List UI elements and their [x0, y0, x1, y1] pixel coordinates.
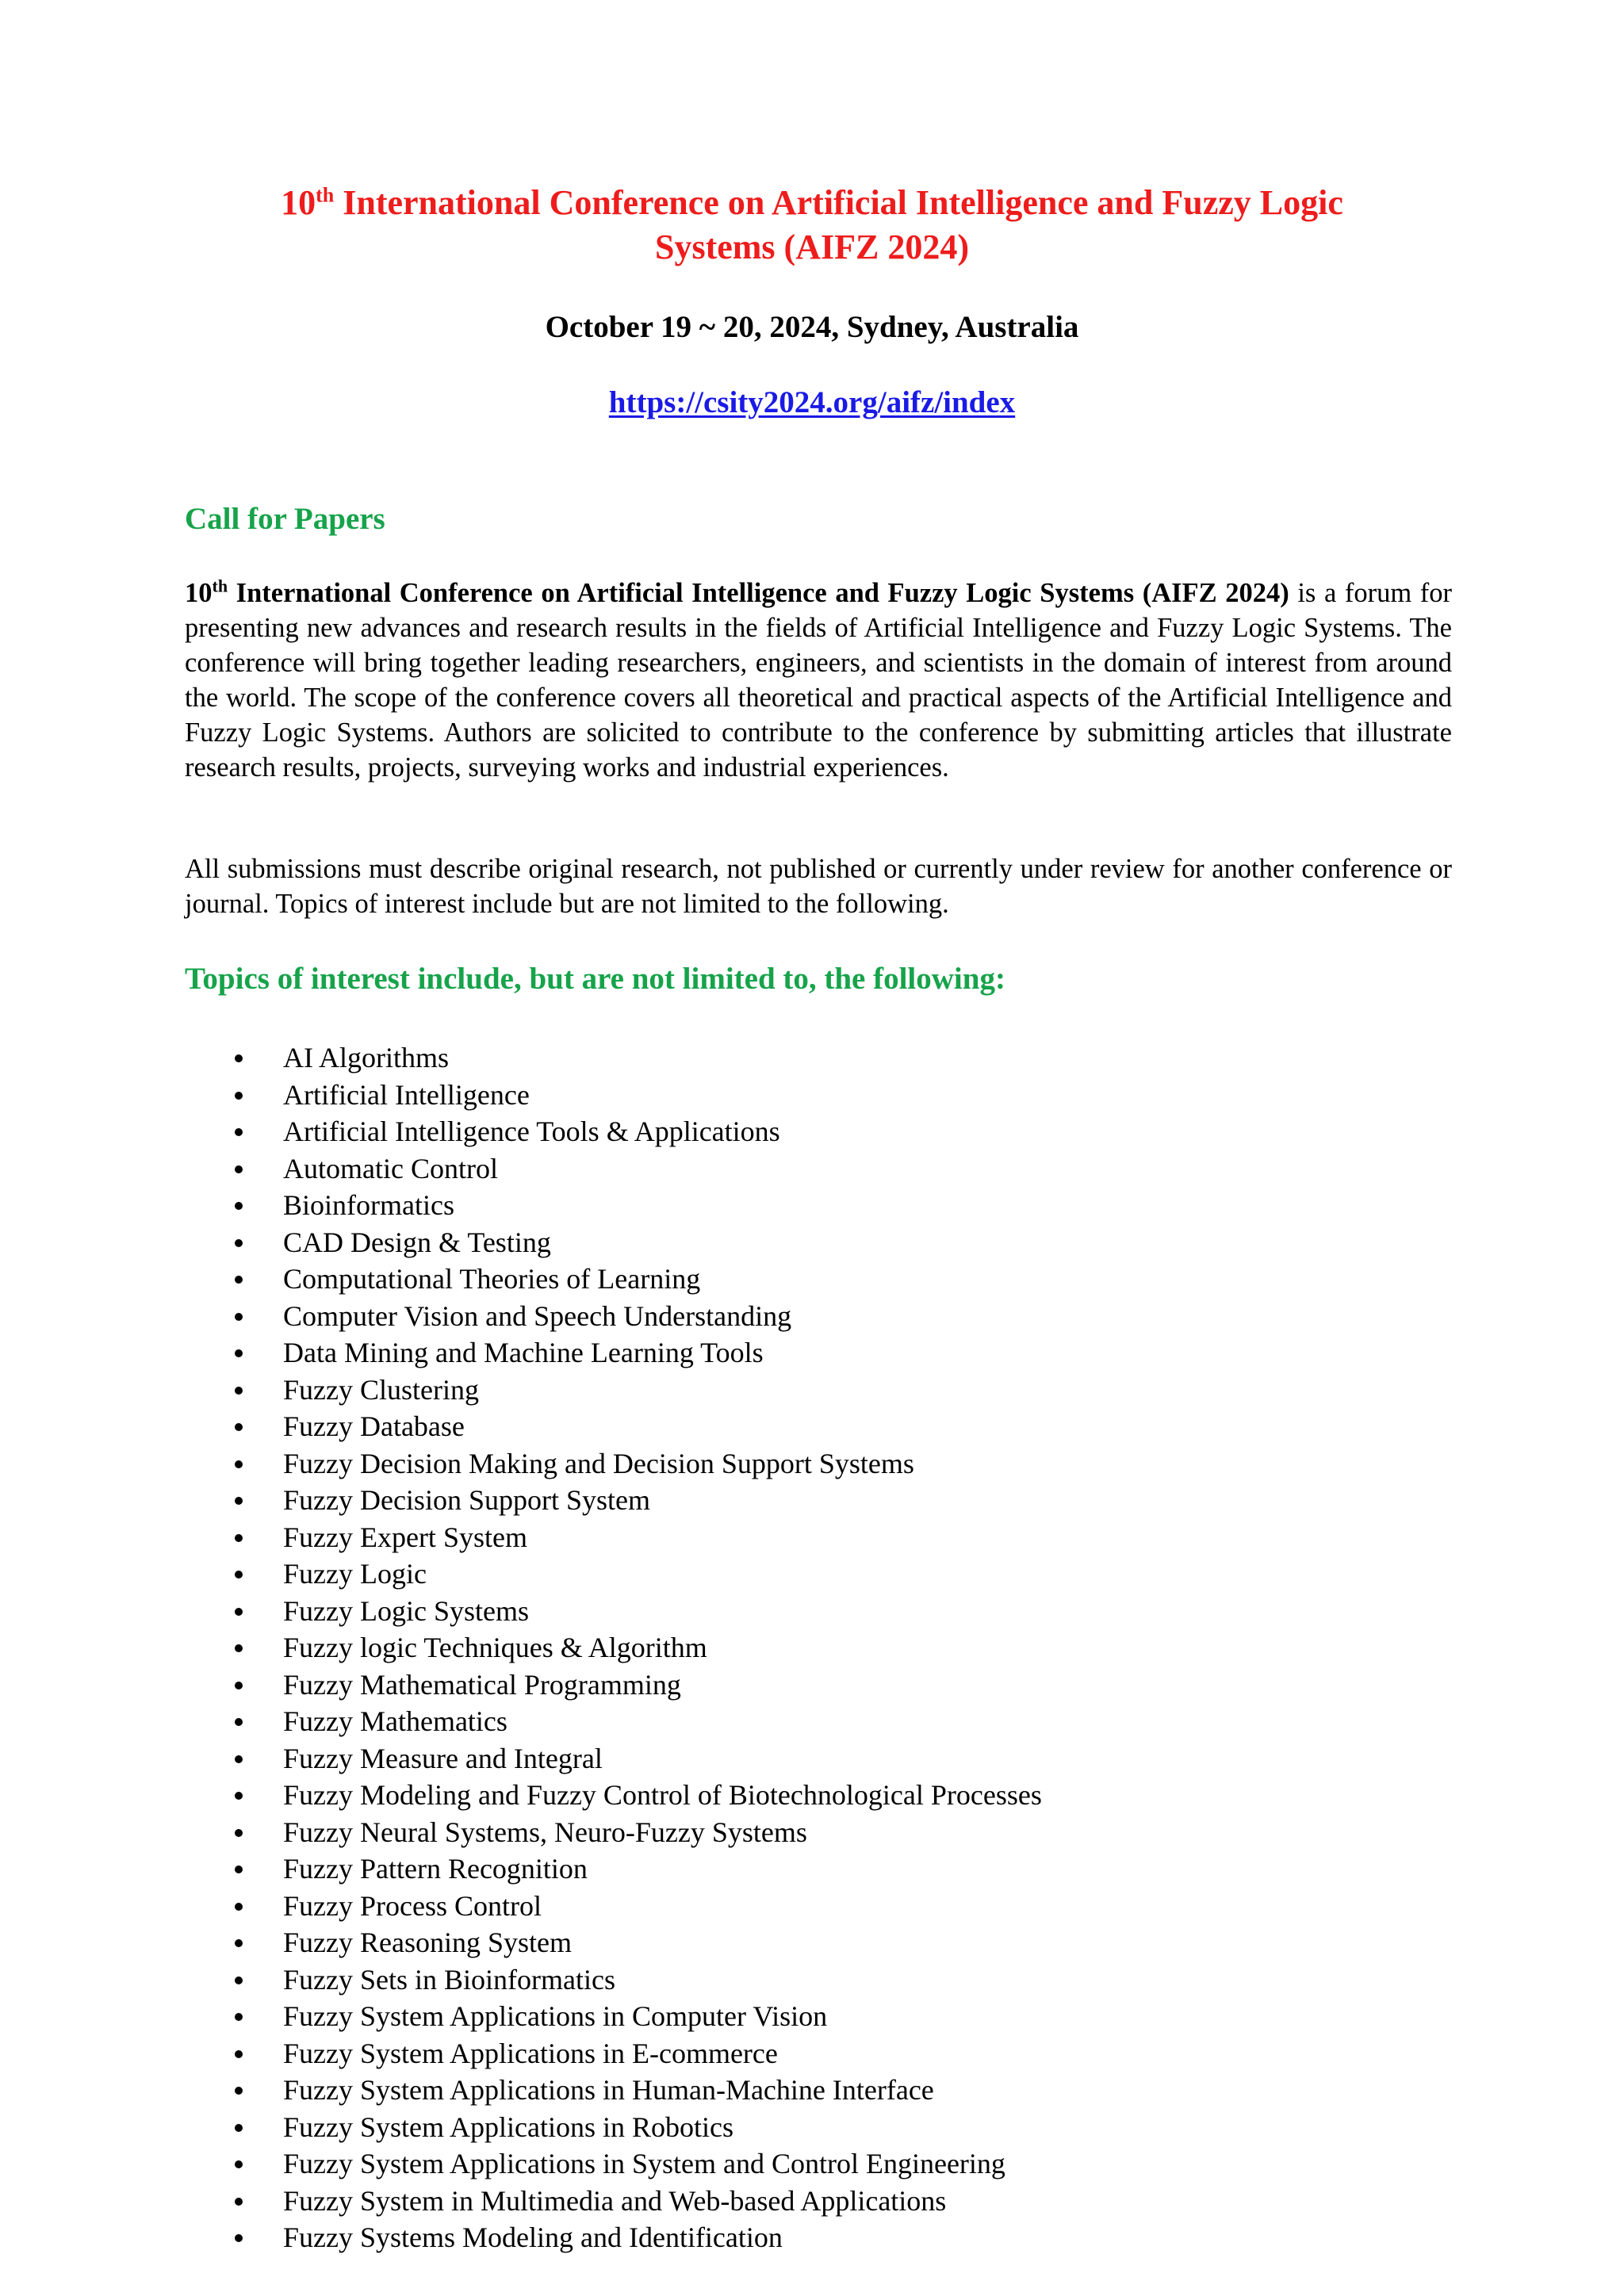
topic-list-item: [185, 2109, 1422, 2146]
bullet-icon: [235, 1718, 243, 1726]
topic-list-item: [185, 1667, 1422, 1704]
topic-list-item: [185, 1998, 1422, 2035]
bullet-icon: [235, 2198, 243, 2206]
topic-list-item: [185, 1888, 1422, 1925]
intro-paragraph: [185, 576, 1452, 785]
conference-title: [198, 181, 1426, 270]
topics-list: [185, 1039, 1422, 2256]
bullet-icon: [235, 1571, 243, 1578]
bullet-icon: [235, 1903, 243, 1911]
topic-list-item: [185, 1593, 1422, 1630]
bullet-icon: [235, 1608, 243, 1616]
bullet-icon: [235, 1534, 243, 1542]
topic-list-item: [185, 1777, 1422, 1814]
call-for-papers-heading: Call for Papers: [185, 502, 385, 536]
topic-label: Computational Theories of Learning: [283, 1263, 701, 1295]
topic-label: Fuzzy Expert System: [283, 1521, 527, 1553]
bullet-icon: [235, 1202, 243, 1210]
bullet-icon: [235, 1423, 243, 1431]
topic-list-item: [185, 1814, 1422, 1851]
topic-list-item: [185, 1445, 1422, 1483]
topic-list-item: [185, 1519, 1422, 1556]
topic-label: Fuzzy Decision Making and Decision Support Systems: [283, 1447, 914, 1479]
topic-label: Fuzzy Modeling and Fuzzy Control of Biotechnological Processes: [283, 1779, 1042, 1811]
intro-bold-title: [185, 578, 1289, 608]
title-ordinal: 10: [281, 183, 316, 222]
bullet-icon: [235, 1092, 243, 1100]
topic-label: Fuzzy Mathematics: [283, 1705, 508, 1737]
topic-list-item: [185, 1150, 1422, 1188]
title-ordinal-suffix: th: [316, 183, 335, 207]
topic-list-item: [185, 2219, 1422, 2256]
topic-label: CAD Design & Testing: [283, 1226, 551, 1258]
topics-heading: Topics of interest include, but are not limited to, the following:: [185, 962, 1005, 996]
bullet-icon: [235, 1349, 243, 1357]
topic-list-item: [185, 1850, 1422, 1888]
title-line-1: [198, 181, 1426, 225]
topic-label: Computer Vision and Speech Understanding: [283, 1299, 792, 1332]
topic-list-item: [185, 2072, 1422, 2109]
topic-label: Fuzzy Decision Support System: [283, 1484, 650, 1516]
bullet-icon: [235, 1939, 243, 1947]
bullet-icon: [235, 1313, 243, 1321]
bullet-icon: [235, 2013, 243, 2021]
conference-url-link[interactable]: https://csity2024.org/aifz/index: [608, 385, 1016, 419]
topic-label: Artificial Intelligence Tools & Applications: [283, 1115, 780, 1147]
submission-paragraph: All submissions must describe original research, not published or currently under review for another conference or journal. Topics of interest include but are not limited to the following.: [185, 854, 1452, 919]
topic-label: Fuzzy System Applications in Robotics: [283, 2110, 733, 2143]
topic-list-item: [185, 1298, 1422, 1335]
bullet-icon: [235, 1644, 243, 1652]
topic-list-item: [185, 2145, 1422, 2183]
bullet-icon: [235, 2124, 243, 2132]
topic-label: Fuzzy Database: [283, 1410, 465, 1442]
topic-list-item: [185, 1187, 1422, 1224]
topic-list-item: [185, 1408, 1422, 1445]
bullet-icon: [235, 1497, 243, 1505]
topic-list-item: [185, 1703, 1422, 1740]
bullet-icon: [235, 2050, 243, 2058]
topic-label: Fuzzy System Applications in Computer Vision: [283, 2000, 828, 2032]
bullet-icon: [235, 1976, 243, 1984]
bullet-icon: [235, 1755, 243, 1763]
topic-label: AI Algorithms: [283, 1042, 450, 1073]
topic-label: Fuzzy Mathematical Programming: [283, 1668, 681, 1701]
topic-list-item: [185, 1077, 1422, 1114]
topic-list-item: [185, 1961, 1422, 1999]
title-line-1-text: International Conference on Artificial Intelligence and Fuzzy Logic: [334, 183, 1343, 222]
bullet-icon: [235, 1829, 243, 1837]
topic-label: Fuzzy logic Techniques & Algorithm: [283, 1632, 707, 1663]
topic-list-item: [185, 1629, 1422, 1667]
bullet-icon: [235, 1165, 243, 1173]
topic-label: Artificial Intelligence: [283, 1078, 530, 1111]
topic-label: Fuzzy Reasoning System: [283, 1927, 572, 1958]
topic-list-item: [185, 1334, 1422, 1372]
conference-dates-location: October 19 ~ 20, 2024, Sydney, Australia: [545, 310, 1079, 344]
topic-list-item: [185, 1224, 1422, 1261]
topic-label: Fuzzy System Applications in E-commerce: [283, 2037, 778, 2069]
intro-ordinal: 10: [185, 578, 213, 608]
bullet-icon: [235, 1460, 243, 1468]
topic-label: Fuzzy System Applications in Human-Machine Interface: [283, 2074, 934, 2106]
topic-list-item: [185, 2183, 1422, 2220]
topic-label: Fuzzy Systems Modeling and Identification: [283, 2221, 783, 2253]
topic-list-item: [185, 1039, 1422, 1077]
bullet-icon: [235, 1387, 243, 1395]
topic-list-item: [185, 1113, 1422, 1150]
bullet-icon: [235, 1792, 243, 1800]
bullet-icon: [235, 1866, 243, 1873]
topic-label: Data Mining and Machine Learning Tools: [283, 1337, 764, 1368]
bullet-icon: [235, 1054, 243, 1062]
topic-list-item: [185, 1924, 1422, 1961]
intro-ordinal-suffix: th: [212, 576, 228, 596]
bullet-icon: [235, 1276, 243, 1284]
topic-list-item: [185, 1740, 1422, 1777]
topic-list-item: [185, 1556, 1422, 1593]
bullet-icon: [235, 1682, 243, 1689]
topic-label: Fuzzy System in Multimedia and Web-based Applications: [283, 2184, 947, 2217]
topic-label: Bioinformatics: [283, 1189, 454, 1221]
topic-label: Fuzzy Clustering: [283, 1373, 479, 1406]
topic-list-item: [185, 2035, 1422, 2072]
bullet-icon: [235, 2234, 243, 2242]
intro-bold-text: International Conference on Artificial Intelligence and Fuzzy Logic Systems (AIFZ 2024): [228, 578, 1289, 608]
conference-url: [198, 383, 1426, 423]
bullet-icon: [235, 1128, 243, 1136]
bullet-icon: [235, 2160, 243, 2168]
topic-label: Fuzzy Measure and Integral: [283, 1742, 603, 1774]
bullet-icon: [235, 2087, 243, 2095]
topic-label: Fuzzy Sets in Bioinformatics: [283, 1963, 615, 1996]
bullet-icon: [235, 1239, 243, 1247]
topic-label: Fuzzy Logic: [283, 1558, 427, 1590]
topic-list-item: [185, 1261, 1422, 1298]
title-line-2: Systems (AIFZ 2024): [655, 228, 969, 266]
topic-label: Fuzzy Logic Systems: [283, 1594, 529, 1627]
topic-label: Fuzzy Process Control: [283, 1889, 542, 1922]
topic-label: Automatic Control: [283, 1152, 498, 1184]
topic-label: Fuzzy Neural Systems, Neuro-Fuzzy Systems: [283, 1816, 807, 1848]
topic-label: Fuzzy Pattern Recognition: [283, 1853, 588, 1885]
topic-list-item: [185, 1482, 1422, 1519]
topic-list-item: [185, 1372, 1422, 1409]
topic-label: Fuzzy System Applications in System and Control Engineering: [283, 2148, 1005, 2179]
intro-body-text: is a forum for presenting new advances and research results in the fields of Artificial Intelligence and Fuzzy Logic Systems. The conference will bring together leading researchers, engineers, and scientists in the domain of interest from around the world. The scope of the conference covers all theoretical and practical aspects of the Artificial Intelligence and Fuzzy Logic Systems. Authors are solicited to contribute to the conference by submitting articles that illustrate research results, projects, surveying works and industrial experiences.: [185, 578, 1452, 783]
